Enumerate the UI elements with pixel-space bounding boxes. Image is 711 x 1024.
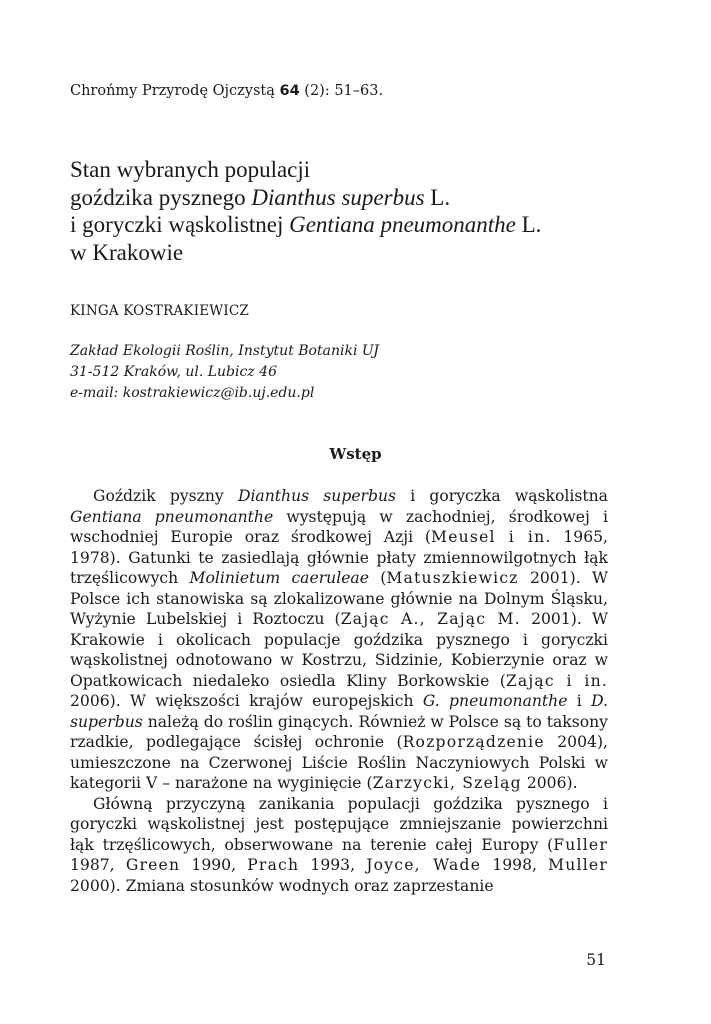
article-title	[70, 156, 670, 266]
title-line-3	[70, 211, 670, 239]
text-run: 2001). W Polsce ich stanowiska są zlokalizowane głównie na Dolnym Śląsku, Wyżynie Lubelskiej i Roztoczu (	[70, 569, 608, 628]
citation-author: Zając i in.	[505, 671, 608, 690]
text-run: 2000). Zmiana stosunków wodnych oraz zaprzestanie	[70, 876, 494, 895]
author-affiliation	[70, 341, 379, 404]
text-run: 2006).	[521, 774, 578, 792]
text-run: 2006). W większości krajów europejskich	[70, 692, 423, 710]
title-line-2	[70, 184, 670, 212]
title-line-1: Stan wybranych populacji	[70, 157, 311, 182]
page-number: 51	[586, 951, 606, 969]
text-run: Goździk pyszny	[93, 487, 238, 505]
text-run: i goryczka wąskolistna	[396, 487, 608, 505]
citation-author: Prach	[247, 856, 300, 874]
affiliation-address: 31-512 Kraków, ul. Lubicz 46	[70, 364, 277, 380]
citation-author: Green	[125, 856, 181, 874]
text-run: 1987,	[70, 856, 126, 874]
citation-author: Zarzycki, Szeląg	[372, 774, 522, 792]
species-name: Molinietum caeruleae	[189, 569, 369, 587]
species-name: Gentiana pneumonanthe	[70, 507, 274, 526]
text-run: należą do roślin ginących. Również w Polsce są to taksony rzadkie, podlegające ścisłej ochronie (	[70, 712, 608, 751]
journal-volume: 64	[279, 83, 300, 99]
text-run: 1998,	[481, 856, 549, 874]
title-text: i goryczki wąskolistnej	[70, 212, 290, 237]
citation-author: Zając A., Zając M.	[340, 610, 521, 628]
text-run: 1993,	[299, 856, 367, 874]
text-run: Główną przyczyną zanikania populacji goździka pysznego i goryczki wąskolistnej jest postępujące zmniejszanie powierzchni łąk trzęślicowych, obserwowane na terenie całej Europy (	[70, 794, 608, 854]
text-run: 1990,	[180, 856, 248, 874]
citation-author: Meusel i in.	[431, 528, 552, 546]
text-run: występują w zachodniej, środkowej i wschodniej Europie oraz środkowej Azji (	[70, 507, 608, 546]
journal-citation	[70, 83, 383, 99]
citation-author: Fuller	[553, 835, 608, 854]
paragraph-1	[70, 486, 608, 794]
text-run: 2001). W Krakowie i okolicach populacje goździka pysznego i goryczki wąskolistnej odnotowano w Kostrzu, Sidzinie, Kobierzynie oraz w Opatkowicach niedaleko osiedla Kliny Borkowskie (	[70, 610, 608, 690]
species-name: G. pneumonanthe	[422, 692, 568, 710]
affiliation-email: e-mail: kostrakiewicz@ib.uj.edu.pl	[70, 385, 315, 401]
species-name: Gentiana pneumonanthe	[289, 212, 516, 237]
citation-author: Matuszkiewicz	[386, 569, 519, 587]
citation-author: Muller	[548, 856, 609, 874]
section-heading: Wstęp	[329, 445, 382, 463]
journal-name: Chrońmy Przyrodę Ojczystą	[70, 83, 275, 99]
citation-author: Joyce, Wade	[366, 856, 482, 874]
title-text: goździka pysznego	[70, 184, 252, 210]
citation-author: Rozporządzenie	[402, 733, 545, 751]
article-body	[70, 486, 608, 896]
text-run: 2004), umieszczone na Czerwonej Liście Roślin Naczyniowych Polski w kategorii V – narażone na wyginięcie (	[70, 733, 608, 792]
affiliation-institute: Zakład Ekologii Roślin, Instytut Botaniki UJ	[70, 343, 379, 359]
text-run: (	[368, 569, 387, 587]
species-name: D. superbus	[70, 692, 608, 731]
title-line-4: w Krakowie	[70, 239, 184, 265]
species-name: Dianthus superbus	[237, 487, 397, 505]
author-name: KINGA KOSTRAKIEWICZ	[70, 303, 250, 319]
title-text: L.	[424, 184, 451, 210]
paragraph-2	[70, 794, 608, 897]
journal-issue-pages: (2): 51–63.	[304, 83, 384, 99]
text-run: i	[567, 692, 592, 710]
title-text: L.	[515, 212, 542, 237]
species-name: Dianthus superbus	[251, 184, 425, 210]
text-run: 1965, 1978). Gatunki te zasiedlają głównie płaty zmiennowilgotnych łąk trzęślicowych	[70, 528, 609, 587]
